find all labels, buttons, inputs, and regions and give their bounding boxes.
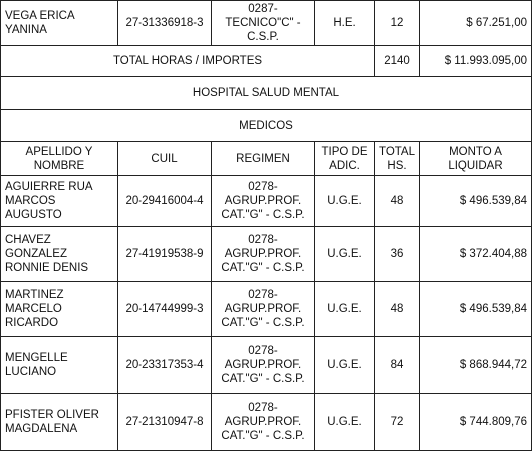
employee-monto: $ 744.809,76 (420, 394, 532, 451)
employee-regimen: 0287-TECNICO"C" -C.S.P. (212, 1, 315, 46)
employee-name: CHAVEZ GONZALEZ RONNIE DENIS (1, 227, 118, 282)
employee-name: MARTINEZ MARCELO RICARDO (1, 282, 118, 337)
table-row (1, 337, 532, 394)
employee-tipo: U.G.E. (315, 394, 375, 451)
employee-monto: $ 496.539,84 (420, 282, 532, 337)
section-title: HOSPITAL SALUD MENTAL (1, 77, 532, 110)
employee-monto: $ 868.944,72 (420, 337, 532, 394)
employee-cuil: 27-41919538-9 (118, 227, 212, 282)
header-row (1, 142, 532, 176)
employee-tipo: U.G.E. (315, 337, 375, 394)
employee-cuil: 20-29416004-4 (118, 176, 212, 227)
total-row (1, 46, 532, 77)
section-row (1, 77, 532, 110)
table-row (1, 1, 532, 46)
employee-regimen: 0278-AGRUP.PROF. CAT."G" - C.S.P. (212, 227, 315, 282)
employee-tipo: H.E. (315, 1, 375, 46)
header-tipo: TIPO DE ADIC. (315, 142, 375, 176)
subsection-title: MEDICOS (1, 110, 532, 142)
employee-cuil: 27-31336918-3 (118, 1, 212, 46)
employee-horas: 12 (375, 1, 420, 46)
employee-regimen: 0278-AGRUP.PROF. CAT."G" - C.S.P. (212, 176, 315, 227)
table-row (1, 282, 532, 337)
table-row (1, 176, 532, 227)
employee-cuil: 27-21310947-8 (118, 394, 212, 451)
header-monto: MONTO A LIQUIDAR (420, 142, 532, 176)
total-horas: 2140 (375, 46, 420, 77)
employee-cuil: 20-23317353-4 (118, 337, 212, 394)
employee-regimen: 0278-AGRUP.PROF. CAT."G" - C.S.P. (212, 337, 315, 394)
header-cuil: CUIL (118, 142, 212, 176)
employee-name: PFISTER OLIVER MAGDALENA (1, 394, 118, 451)
employee-monto: $ 372.404,88 (420, 227, 532, 282)
table-row (1, 227, 532, 282)
employee-monto: $ 496.539,84 (420, 176, 532, 227)
employee-horas: 48 (375, 282, 420, 337)
employee-cuil: 20-14744999-3 (118, 282, 212, 337)
employee-regimen: 0278-AGRUP.PROF. CAT."G" - C.S.P. (212, 394, 315, 451)
total-label: TOTAL HORAS / IMPORTES (1, 46, 375, 77)
employee-horas: 48 (375, 176, 420, 227)
employee-tipo: U.G.E. (315, 282, 375, 337)
employee-horas: 84 (375, 337, 420, 394)
table-row (1, 394, 532, 451)
employee-monto: $ 67.251,00 (420, 1, 532, 46)
employee-name: MENGELLE LUCIANO (1, 337, 118, 394)
employee-horas: 72 (375, 394, 420, 451)
employee-regimen: 0278-AGRUP.PROF. CAT."G" - C.S.P. (212, 282, 315, 337)
header-regimen: REGIMEN (212, 142, 315, 176)
header-horas: TOTAL HS. (375, 142, 420, 176)
employee-name: AGUIERRE RUA MARCOS AUGUSTO (1, 176, 118, 227)
employee-horas: 36 (375, 227, 420, 282)
total-monto: $ 11.993.095,00 (420, 46, 532, 77)
employee-tipo: U.G.E. (315, 227, 375, 282)
employee-name: VEGA ERICA YANINA (1, 1, 118, 46)
subsection-row (1, 110, 532, 142)
employee-tipo: U.G.E. (315, 176, 375, 227)
header-name: APELLIDO Y NOMBRE (1, 142, 118, 176)
